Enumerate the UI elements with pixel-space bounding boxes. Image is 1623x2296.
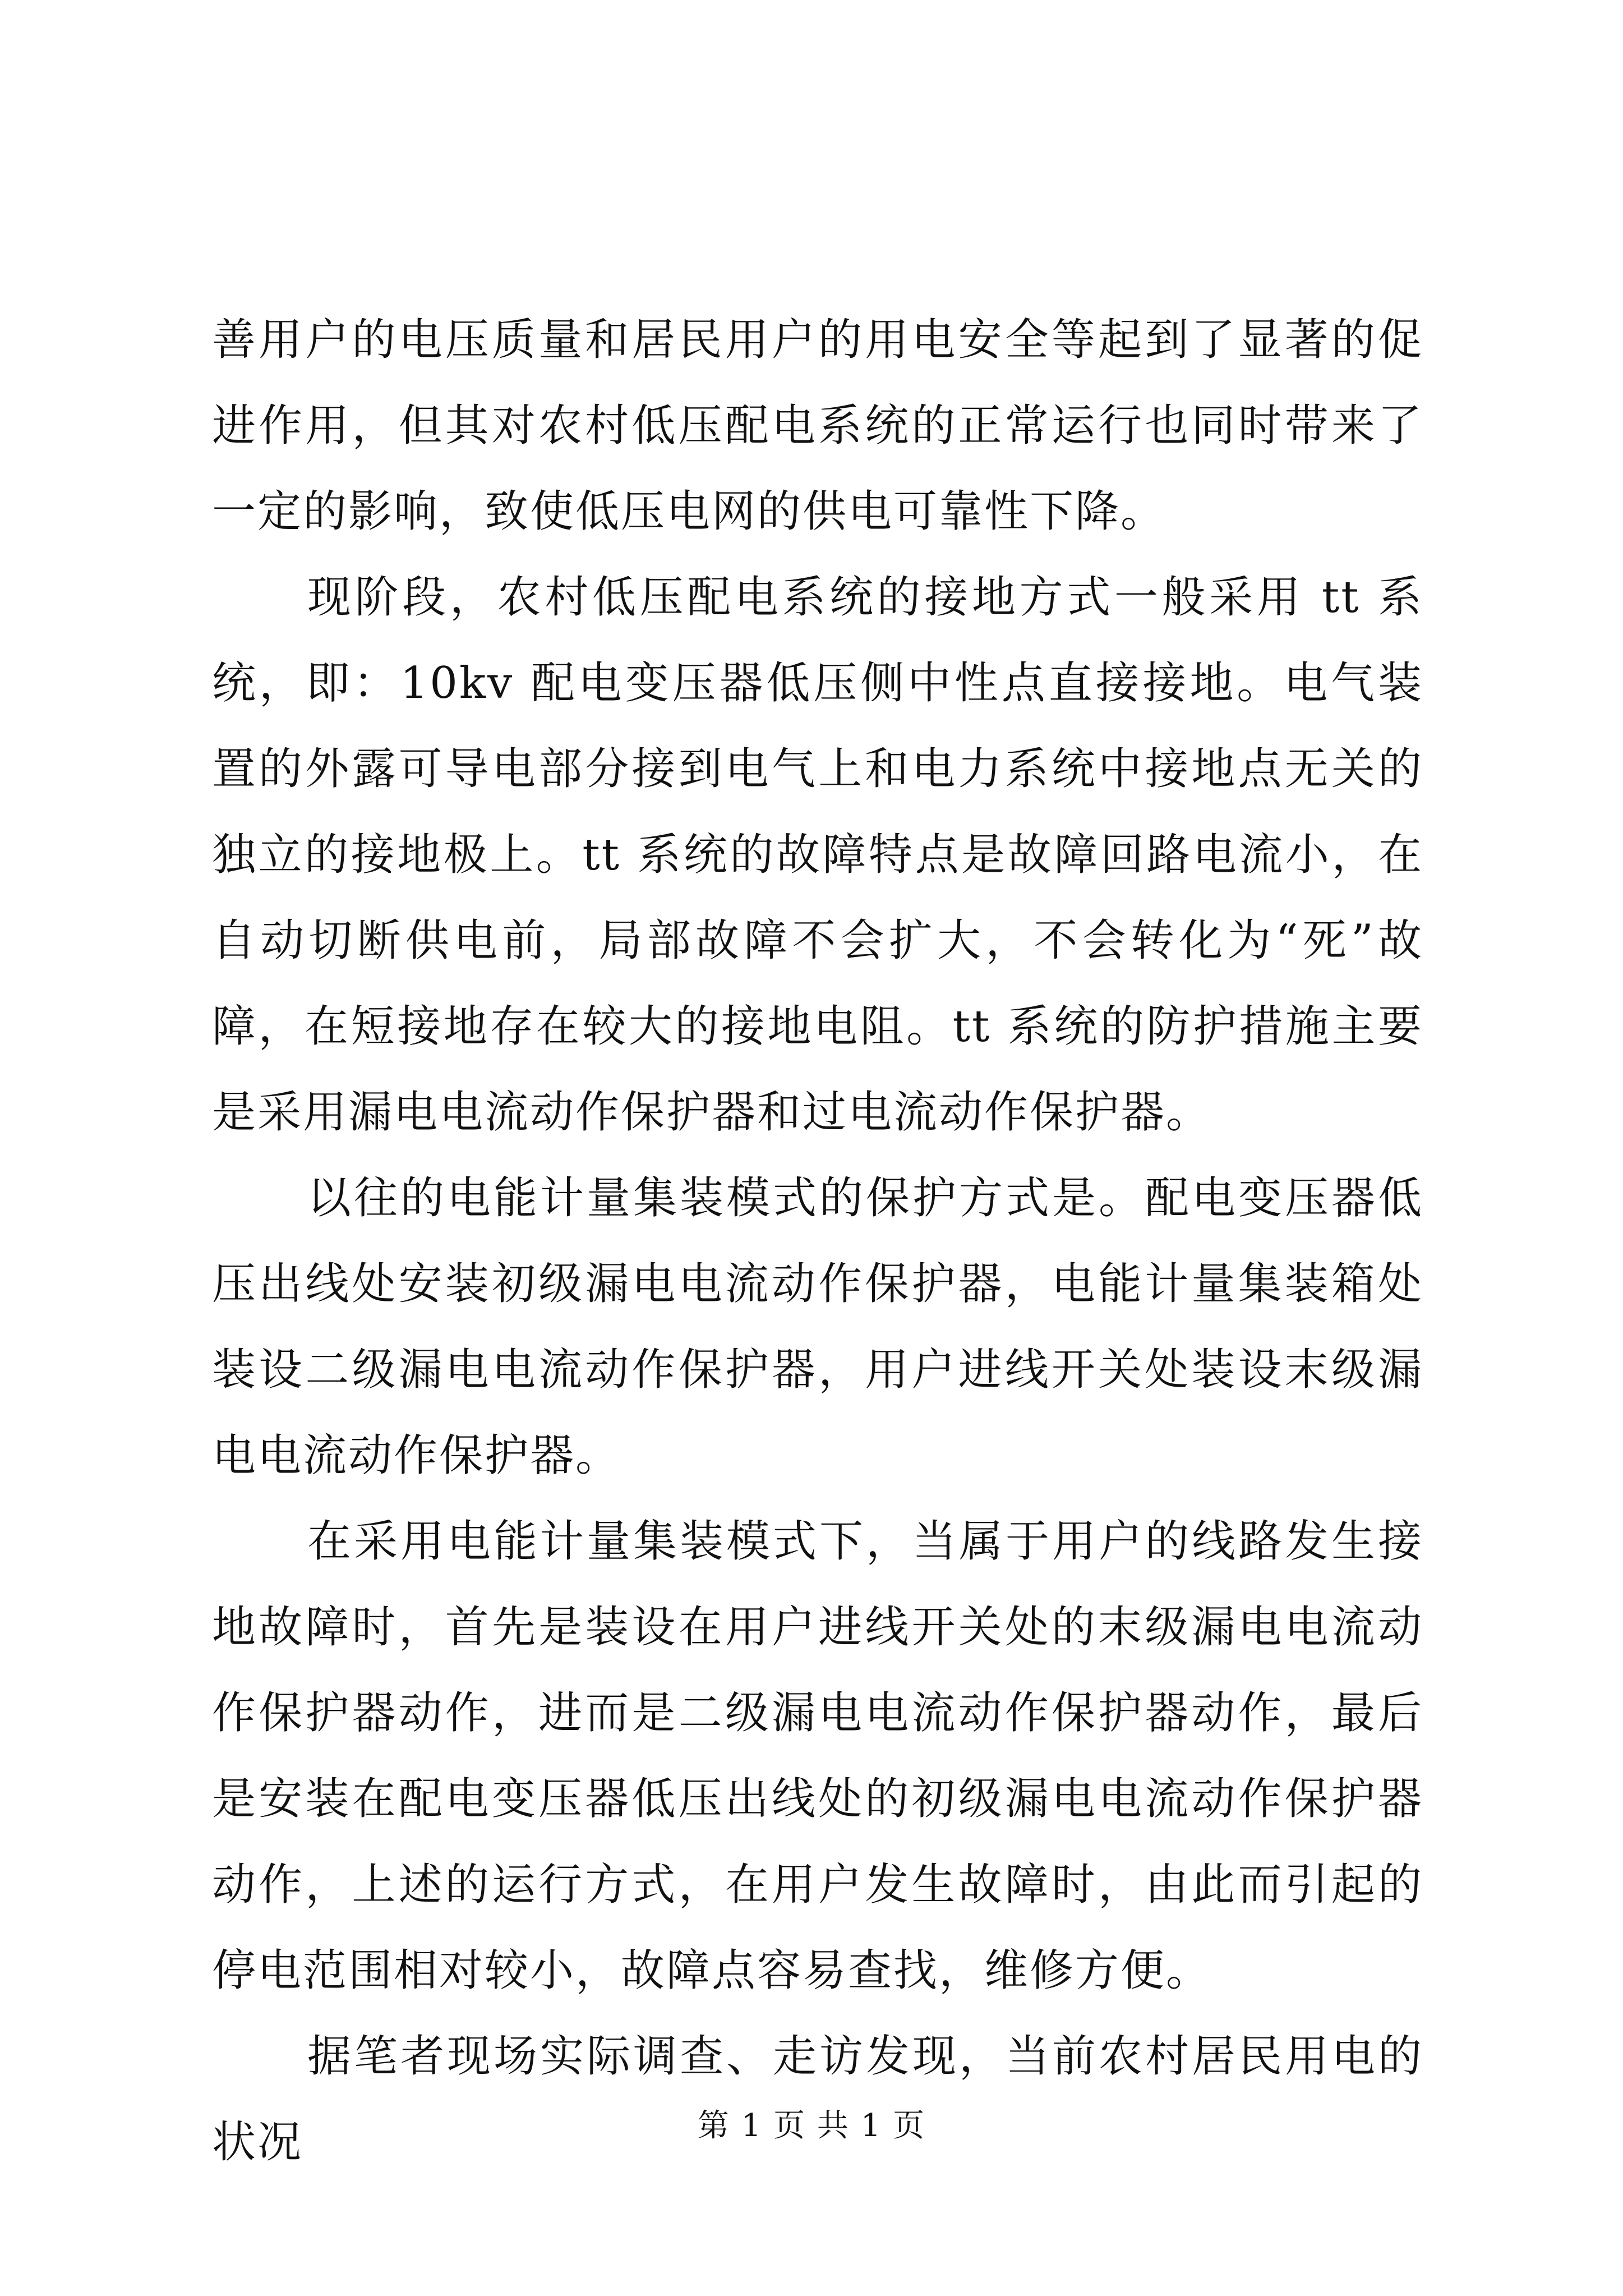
paragraph-5: 据笔者现场实际调查、走访发现，当前农村居民用电的状况 [212, 2031, 1423, 2168]
paragraph-1: 善用户的电压质量和居民用户的用电安全等起到了显著的促进作用，但其对农村低压配电系统的正常运行也同时带来了一定的影响，致使低压电网的供电可靠性下降。 [212, 315, 1423, 537]
paragraph-2: 现阶段，农村低压配电系统的接地方式一般采用 tt 系统，即：10kv 配电变压器低压侧中性点直接接地。电气装置的外露可导电部分接到电气上和电力系统中接地点无关的独立的接地极上。tt 系统的故障特点是故障回路电流小，在自动切断供电前，局部故障不会扩大，不会转化为“死”故障，在短接地存在较大的接地电阻。tt 系统的防护措施主要是采用漏电电流动作保护器和过电流动作保护器。 [212, 572, 1423, 1138]
paragraph-4: 在采用电能计量集装模式下，当属于用户的线路发生接地故障时，首先是装设在用户进线开关处的末级漏电电流动作保护器动作，进而是二级漏电电流动作保护器动作，最后是安装在配电变压器低压出线处的初级漏电电流动作保护器动作，上述的运行方式，在用户发生故障时，由此而引起的停电范围相对较小，故障点容易查找，维修方便。 [212, 1516, 1423, 1996]
body-text [212, 297, 1423, 2185]
paragraph-3: 以往的电能计量集装模式的保护方式是。配电变压器低压出线处安装初级漏电电流动作保护器，电能计量集装箱处装设二级漏电电流动作保护器，用户进线开关处装设末级漏电电流动作保护器。 [212, 1173, 1423, 1481]
page-footer: 第 1 页 共 1 页 [697, 2108, 926, 2144]
